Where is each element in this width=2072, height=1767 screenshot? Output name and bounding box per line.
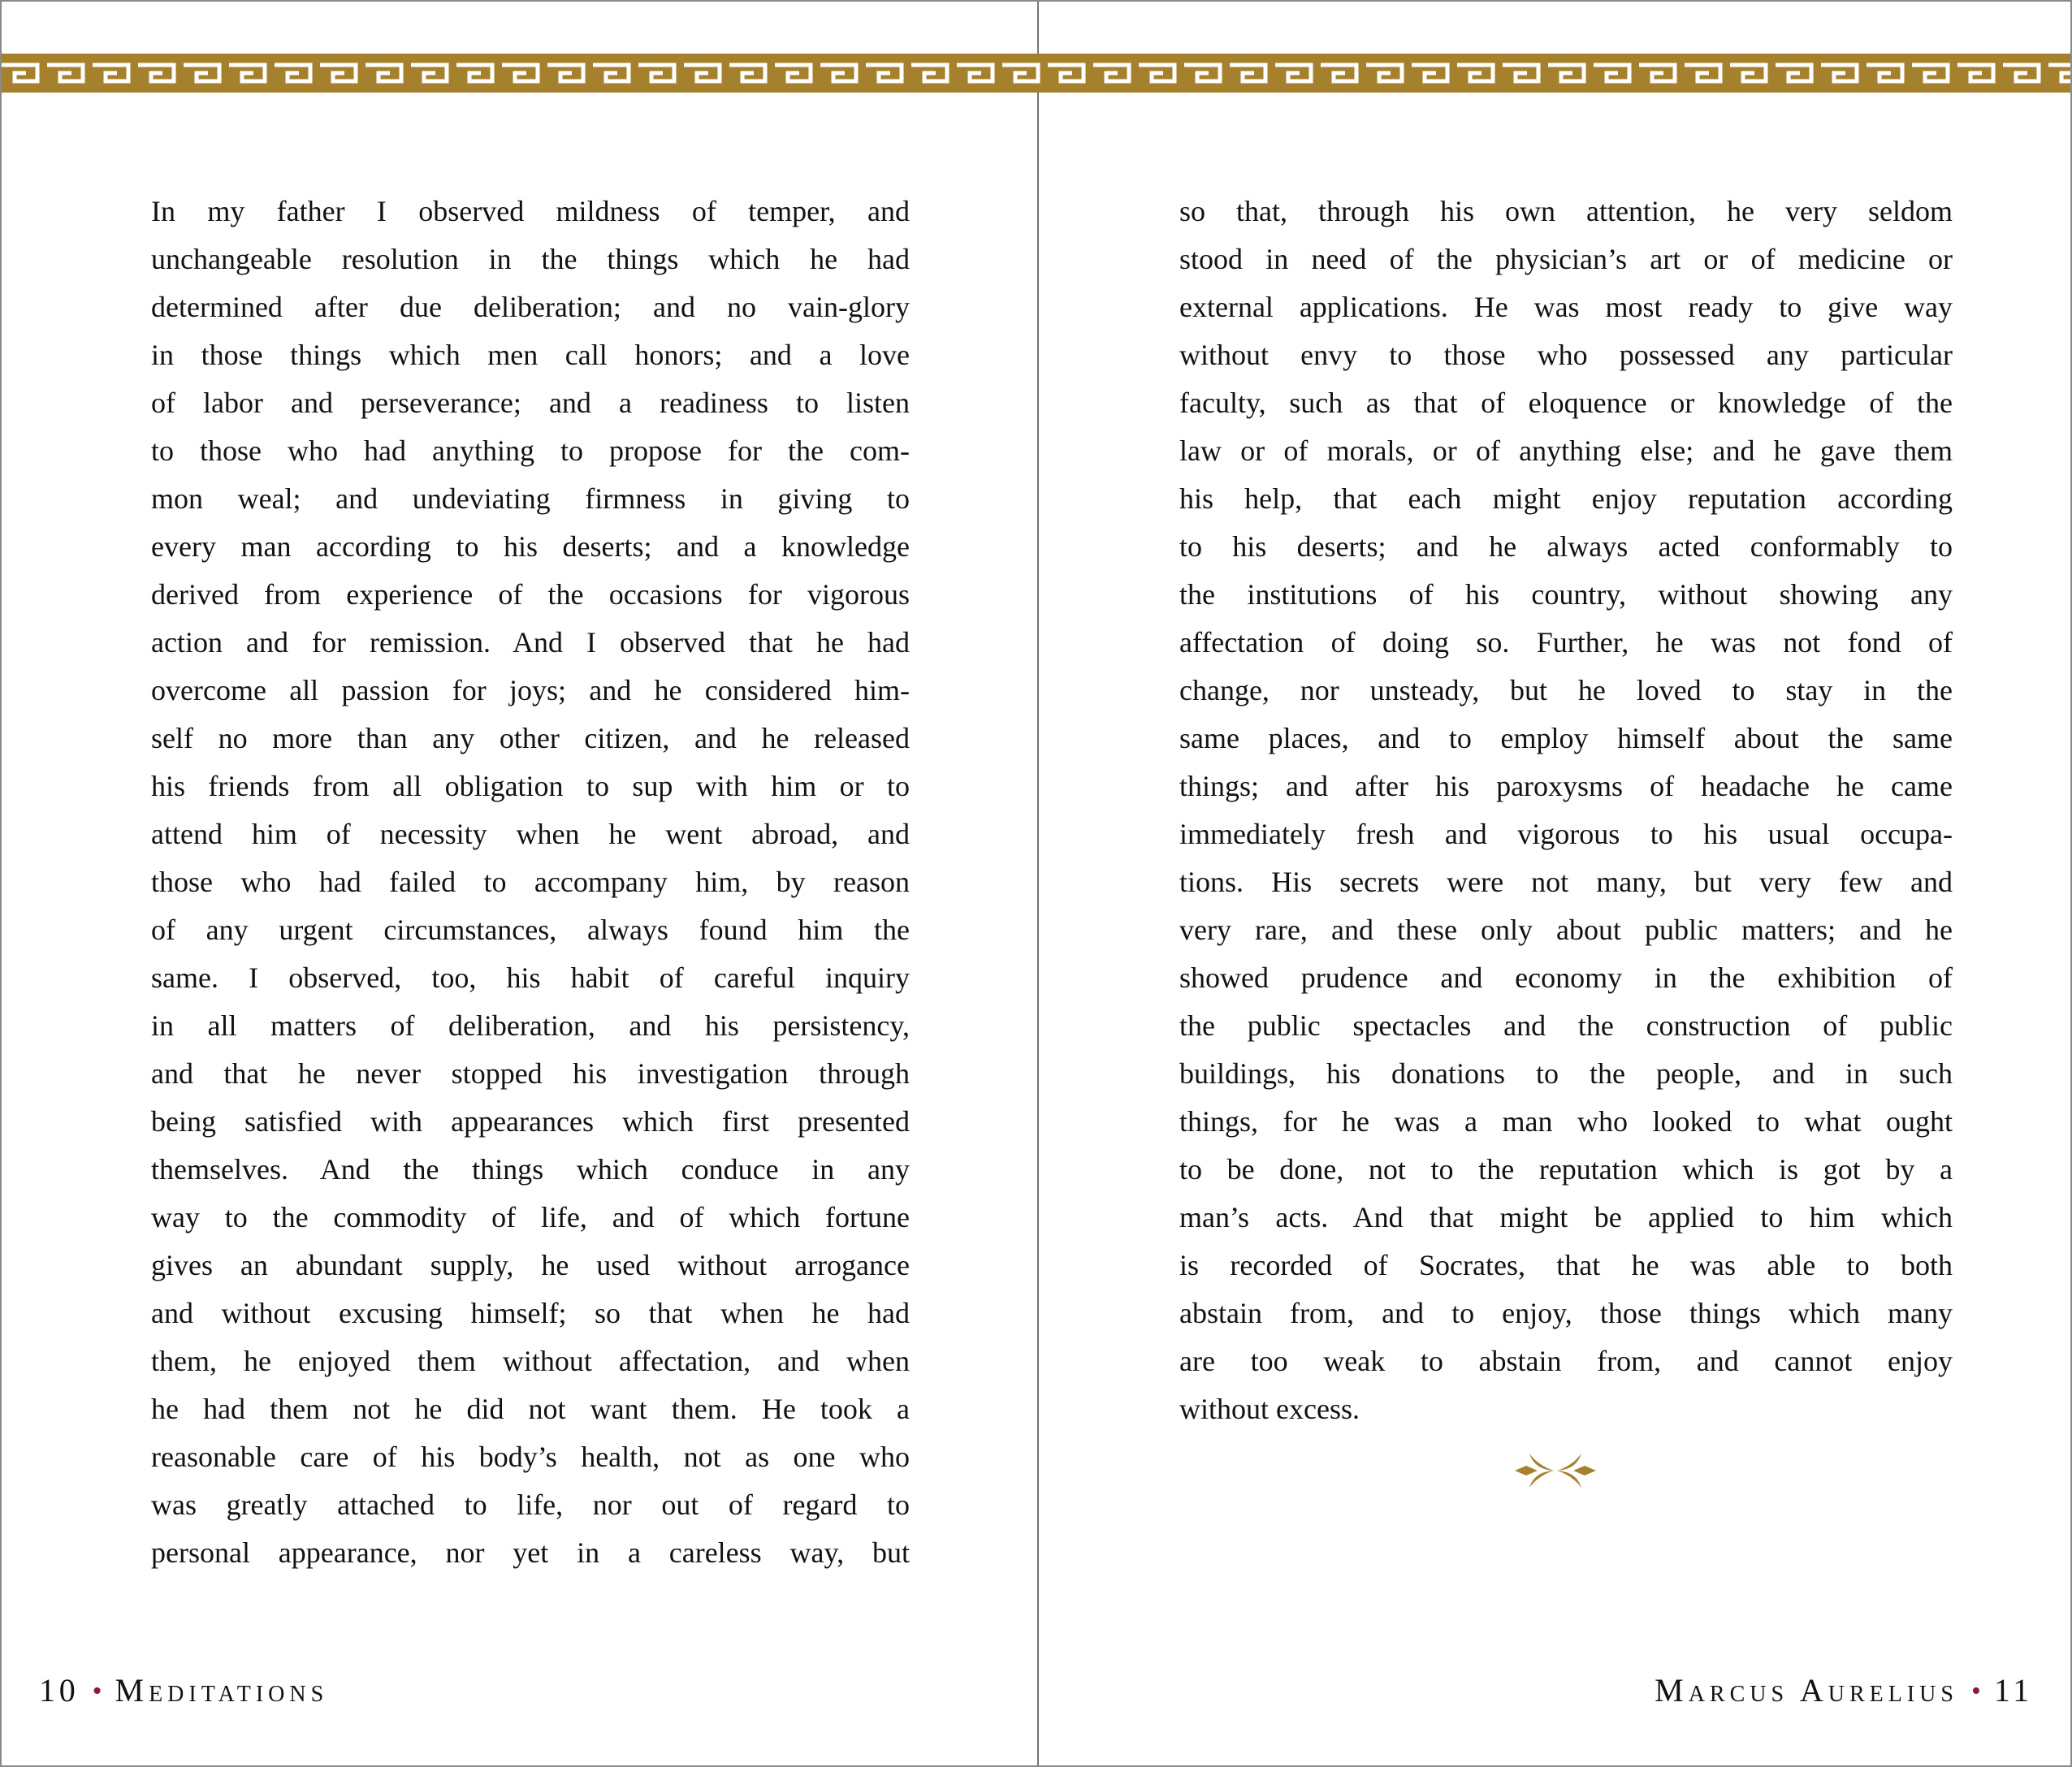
text-line: showed prudence and economy in the exhibition of	[1179, 961, 1953, 994]
text-line: action and for remission. And I observed that he had	[151, 626, 910, 659]
text-line: buildings, his donations to the people, and in such	[1179, 1057, 1953, 1090]
footer-right	[1655, 1671, 2033, 1709]
text-line: same. I observed, too, his habit of careful inquiry	[151, 961, 910, 994]
page-number: 10	[39, 1672, 80, 1709]
text-line: things, for he was a man who looked to what ought	[1179, 1105, 1953, 1138]
text-line: external applications. He was most ready to give way	[1179, 291, 1953, 323]
text-line: themselves. And the things which conduce in any	[151, 1153, 910, 1186]
text-line: the public spectacles and the construction of public	[1179, 1009, 1953, 1042]
text-line: to be done, not to the reputation which is got by a	[1179, 1153, 1953, 1186]
text-line: reasonable care of his body’s health, not as one who	[151, 1441, 910, 1473]
book-title: Meditations	[115, 1672, 329, 1709]
text-line: same places, and to employ himself about the same	[1179, 722, 1953, 754]
text-line: are too weak to abstain from, and cannot enjoy	[1179, 1345, 1953, 1377]
text-line: those who had failed to accompany him, by reason	[151, 866, 910, 898]
text-line: immediately fresh and vigorous to his usual occupa-	[1179, 818, 1953, 850]
text-line: man’s acts. And that might be applied to him which	[1179, 1201, 1953, 1233]
text-line: so that, through his own attention, he very seldom	[1179, 195, 1953, 227]
text-line: self no more than any other citizen, and he released	[151, 722, 910, 754]
text-line: attend him of necessity when he went abroad, and	[151, 818, 910, 850]
text-line: In my father I observed mildness of temper, and	[151, 195, 910, 227]
text-line: tions. His secrets were not many, but very few and	[1179, 866, 1953, 898]
text-line: law or of morals, or of anything else; and he gave them	[1179, 434, 1953, 467]
body-text-right	[1179, 188, 1953, 1433]
greek-key-border-icon	[2, 54, 2072, 93]
text-line: change, nor unsteady, but he loved to stay in the	[1179, 674, 1953, 706]
author-name: Marcus Aurelius	[1655, 1672, 1958, 1709]
text-line: personal appearance, nor yet in a careless way, but	[151, 1536, 910, 1569]
text-line: gives an abundant supply, he used without arrogance	[151, 1249, 910, 1281]
page-number: 11	[1993, 1672, 2033, 1709]
text-line: stood in need of the physician’s art or of medicine or	[1179, 243, 1953, 275]
text-line: of labor and perseverance; and a readiness to listen	[151, 387, 910, 419]
bullet-icon: •	[92, 1676, 102, 1706]
text-line: mon weal; and undeviating firmness in giving to	[151, 482, 910, 515]
footer-left	[39, 1671, 328, 1709]
page-left	[2, 2, 1037, 1765]
text-line: derived from experience of the occasions for vigorous	[151, 578, 910, 611]
text-line: very rare, and these only about public matters; and he	[1179, 914, 1953, 946]
text-line: every man according to his deserts; and a knowledge	[151, 530, 910, 563]
text-line: in all matters of deliberation, and his persistency,	[151, 1009, 910, 1042]
text-line: being satisfied with appearances which first presented	[151, 1105, 910, 1138]
text-line: is recorded of Socrates, that he was able to both	[1179, 1249, 1953, 1281]
text-line: things; and after his paroxysms of headache he came	[1179, 770, 1953, 802]
fleuron-ornament-icon	[1515, 1452, 1596, 1489]
text-line: unchangeable resolution in the things which he had	[151, 243, 910, 275]
bullet-icon: •	[1970, 1676, 1981, 1706]
text-line: was greatly attached to life, nor out of regard to	[151, 1488, 910, 1521]
text-line: and without excusing himself; so that when he had	[151, 1297, 910, 1329]
text-line: way to the commodity of life, and of which fortune	[151, 1201, 910, 1233]
text-line: in those things which men call honors; and a love	[151, 339, 910, 371]
text-line: of any urgent circumstances, always found him the	[151, 914, 910, 946]
page-right	[1039, 2, 2072, 1765]
text-line: without excess.	[1179, 1393, 1360, 1425]
text-line: determined after due deliberation; and no vain-glory	[151, 291, 910, 323]
text-line: his friends from all obligation to sup with him or to	[151, 770, 910, 802]
text-line: them, he enjoyed them without affectation, and when	[151, 1345, 910, 1377]
body-text-left	[151, 188, 910, 1577]
text-line: affectation of doing so. Further, he was not fond of	[1179, 626, 1953, 659]
text-line: he had them not he did not want them. He took a	[151, 1393, 910, 1425]
text-line: faculty, such as that of eloquence or knowledge of the	[1179, 387, 1953, 419]
text-line: without envy to those who possessed any particular	[1179, 339, 1953, 371]
text-line: to his deserts; and he always acted conformably to	[1179, 530, 1953, 563]
text-line: to those who had anything to propose for the com-	[151, 434, 910, 467]
text-line: abstain from, and to enjoy, those things which many	[1179, 1297, 1953, 1329]
text-line: his help, that each might enjoy reputation according	[1179, 482, 1953, 515]
text-line: the institutions of his country, without showing any	[1179, 578, 1953, 611]
text-line: overcome all passion for joys; and he considered him-	[151, 674, 910, 706]
text-line: and that he never stopped his investigation through	[151, 1057, 910, 1090]
page-divider-line	[1037, 2, 1039, 1765]
